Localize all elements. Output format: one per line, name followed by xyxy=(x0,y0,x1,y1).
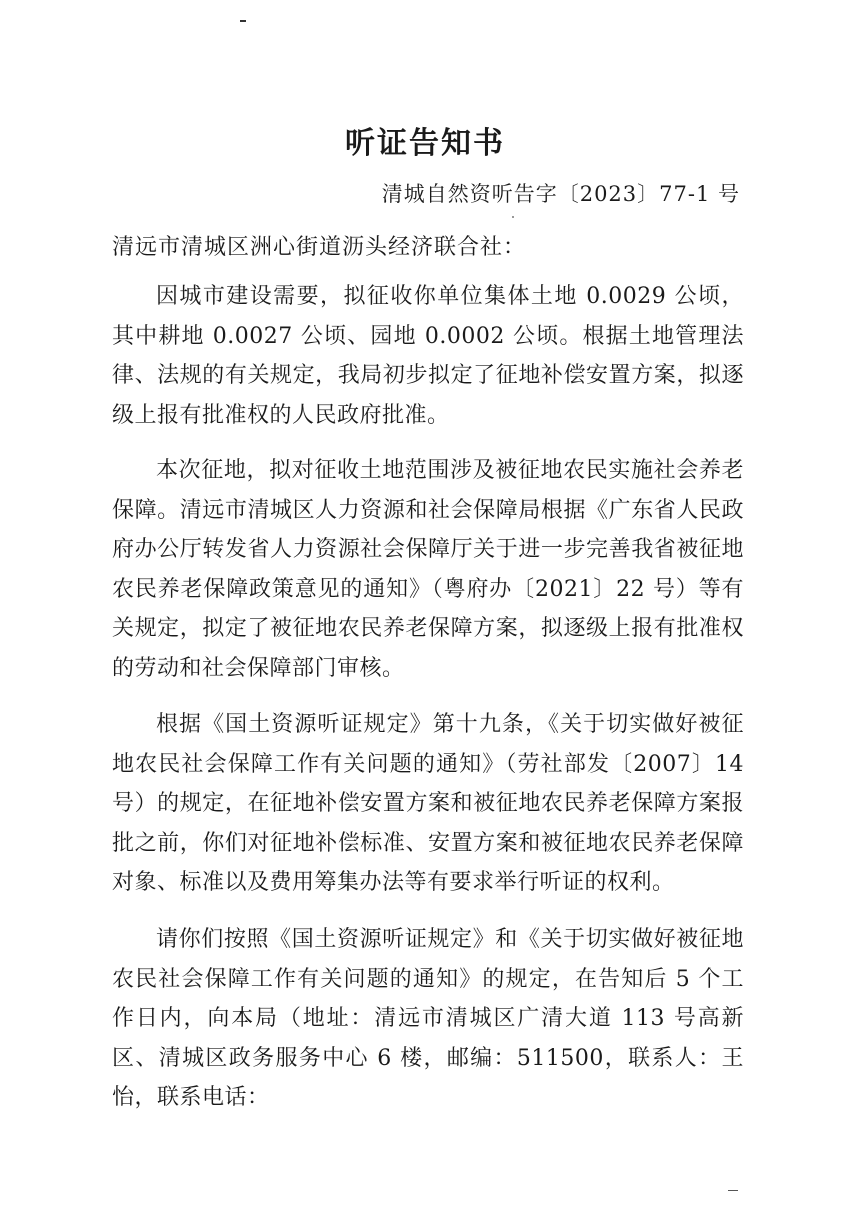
document-number: 清城自然资听告字〔2023〕77-1 号 xyxy=(381,182,740,206)
paragraph-hearing-rights: 根据《国土资源听证规定》第十九条，《关于切实做好被征地农民社会保障工作有关问题的通知》（劳社部发〔2007〕14 号）的规定，在征地补偿安置方案和被征地农民养老保障方案报批之前，你们对征地补偿标准、安置方案和被征地农民养老保障对象、标准以及费用筹集办法等有要求举行听证的权利。 xyxy=(112,712,744,895)
scan-dot xyxy=(512,216,514,218)
scan-mark-bottom xyxy=(728,1190,738,1191)
paragraph-land-acquisition: 因城市建设需要，拟征收你单位集体土地 0.0029 公顷，其中耕地 0.0027 公顷、园地 0.0002 公顷。根据土地管理法律、法规的有关规定，我局初步拟定了征地补偿安置方案，拟逐级上报有批准权的人民政府批准。 xyxy=(112,284,744,428)
scan-mark xyxy=(240,20,246,22)
paragraph-hearing-request: 请你们按照《国土资源听证规定》和《关于切实做好被征地农民社会保障工作有关问题的通知》的规定，在告知后 5 个工作日内，向本局（地址：清远市清城区广清大道 113 号高新区、清城区政务服务中心 6 楼，邮编：511500，联系人：王怡，联系电话： xyxy=(112,927,744,1110)
paragraph-pension-security: 本次征地，拟对征收土地范围涉及被征地农民实施社会养老保障。清远市清城区人力资源和社会保障局根据《广东省人民政府办公厅转发省人力资源社会保障厅关于进一步完善我省被征地农民养老保障政策意见的通知》（粤府办〔2021〕22 号）等有关规定，拟定了被征地农民养老保障方案，拟逐级上报有批准权的劳动和社会保障部门审核。 xyxy=(112,458,744,681)
addressee: 清远市清城区洲心街道沥头经济联合社： xyxy=(112,235,527,260)
document-title: 听证告知书 xyxy=(345,126,505,161)
